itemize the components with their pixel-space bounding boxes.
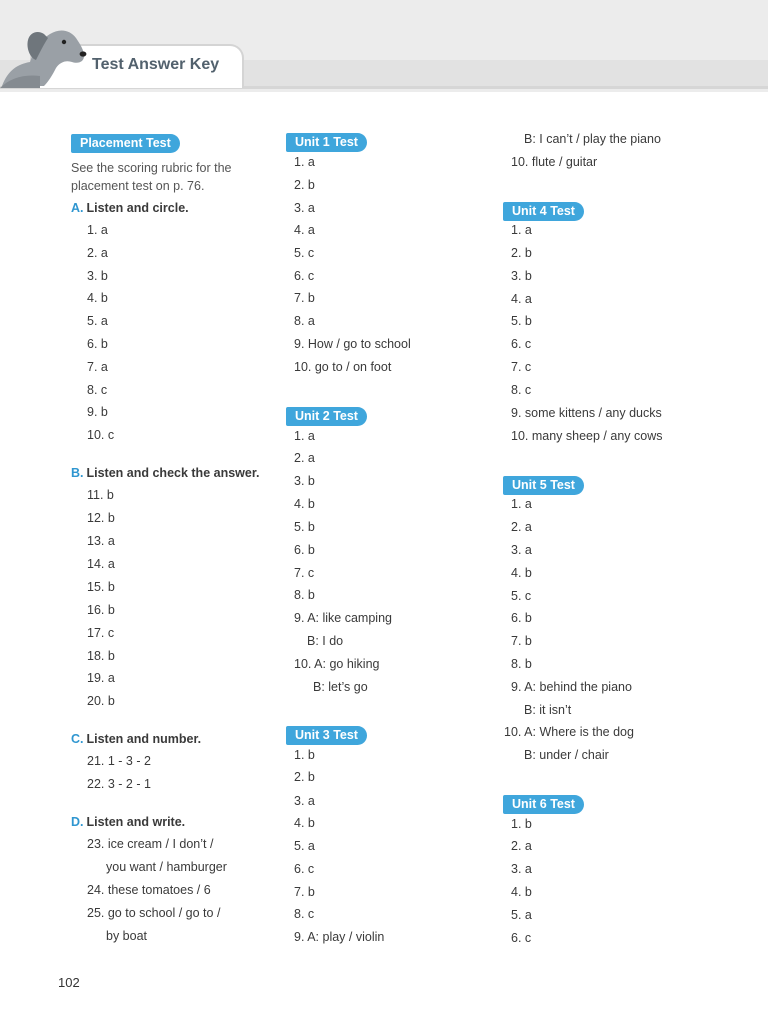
answer-item: 9. b bbox=[87, 405, 108, 419]
answer-item: 9. A: like camping bbox=[294, 611, 392, 625]
section-label-unit-6: Unit 6 Test bbox=[503, 795, 584, 814]
answer-item: 6. c bbox=[511, 931, 532, 945]
section-label-unit-4: Unit 4 Test bbox=[503, 202, 584, 221]
section-label-unit-5: Unit 5 Test bbox=[503, 476, 584, 495]
answer-item: 6. c bbox=[294, 269, 315, 283]
answer-item: 1. a bbox=[511, 223, 532, 237]
answer-item: 7. c bbox=[294, 566, 315, 580]
answer-item: 5. a bbox=[511, 908, 532, 922]
answer-item: 7. a bbox=[87, 360, 108, 374]
subsection-title: Listen and circle. bbox=[86, 201, 189, 215]
answer-item: 4. b bbox=[511, 566, 532, 580]
answer-item: 2. a bbox=[294, 451, 315, 465]
answer-item: 15. b bbox=[87, 580, 115, 594]
answer-item: 4. b bbox=[511, 885, 532, 899]
answer-item: 2. a bbox=[511, 839, 532, 853]
answer-item: 12. b bbox=[87, 511, 115, 525]
answer-item: 13. a bbox=[87, 534, 115, 548]
answer-item: 4. a bbox=[511, 292, 532, 306]
answer-item: 3. b bbox=[87, 269, 108, 283]
answer-item: 2. b bbox=[294, 178, 315, 192]
answer-item: 18. b bbox=[87, 649, 115, 663]
answer-item: 1. a bbox=[511, 497, 532, 511]
answer-item: 4. b bbox=[87, 291, 108, 305]
subsection-letter: C. bbox=[71, 732, 84, 746]
answer-item: 5. b bbox=[294, 520, 315, 534]
answer-item: 4. b bbox=[294, 816, 315, 830]
answer-item: 10. go to / on foot bbox=[294, 360, 392, 374]
answer-item: 9. A: play / violin bbox=[294, 930, 385, 944]
answer-item: 5. c bbox=[294, 246, 315, 260]
answer-item: 4. b bbox=[294, 497, 315, 511]
answer-item: 9. How / go to school bbox=[294, 337, 411, 351]
answer-item-continuation: B: I can’t / play the piano bbox=[524, 132, 661, 146]
answer-item: 2. b bbox=[511, 246, 532, 260]
answer-item: 21. 1 - 3 - 2 bbox=[87, 754, 151, 768]
subsection-letter: A. bbox=[71, 201, 84, 215]
answer-item: 16. b bbox=[87, 603, 115, 617]
answer-item: 1. b bbox=[511, 817, 532, 831]
answer-item: 3. a bbox=[511, 543, 532, 557]
answer-item: 5. b bbox=[511, 314, 532, 328]
answer-item: 7. b bbox=[511, 634, 532, 648]
answer-item: 6. b bbox=[87, 337, 108, 351]
subsection-heading-b bbox=[71, 466, 259, 481]
answer-item: 3. a bbox=[294, 794, 315, 808]
answer-item: 14. a bbox=[87, 557, 115, 571]
answer-item: 8. b bbox=[294, 588, 315, 602]
answer-item: 5. a bbox=[294, 839, 315, 853]
answer-item: 7. c bbox=[511, 360, 532, 374]
page-title: Test Answer Key bbox=[92, 56, 220, 73]
section-label-unit-2: Unit 2 Test bbox=[286, 407, 367, 426]
answer-item: 8. a bbox=[294, 314, 315, 328]
section-label-unit-1: Unit 1 Test bbox=[286, 133, 367, 152]
answer-item: 9. A: behind the piano bbox=[511, 680, 632, 694]
answer-item: 7. b bbox=[294, 885, 315, 899]
answer-item: 6. c bbox=[294, 862, 315, 876]
answer-item-continuation: B: I do bbox=[307, 634, 344, 648]
answer-item: 8. b bbox=[511, 657, 532, 671]
placement-note-line-2: placement test on p. 76. bbox=[71, 179, 205, 193]
answer-item: 10. flute / guitar bbox=[511, 155, 598, 169]
answer-item: 10. A: Where is the dog bbox=[504, 725, 634, 739]
answer-item: 1. a bbox=[294, 155, 315, 169]
answer-item: 25. go to school / go to / bbox=[87, 906, 221, 920]
answer-item: 6. c bbox=[511, 337, 532, 351]
answer-item: 19. a bbox=[87, 671, 115, 685]
answer-item-continuation: by boat bbox=[106, 929, 148, 943]
answer-item: 1. a bbox=[87, 223, 108, 237]
subsection-letter: D. bbox=[71, 815, 84, 829]
answer-item-continuation: you want / hamburger bbox=[106, 860, 227, 874]
dog-mascot-icon bbox=[0, 20, 92, 88]
answer-item: 2. b bbox=[294, 770, 315, 784]
page-number: 102 bbox=[58, 975, 80, 990]
answer-item: 8. c bbox=[294, 907, 315, 921]
subsection-heading-a bbox=[71, 201, 189, 216]
subsection-letter: B. bbox=[71, 466, 84, 480]
answer-item: 7. b bbox=[294, 291, 315, 305]
answer-item: 10. c bbox=[87, 428, 115, 442]
answer-item: 17. c bbox=[87, 626, 115, 640]
answer-item: 23. ice cream / I don’t / bbox=[87, 837, 214, 851]
answer-item: 3. a bbox=[511, 862, 532, 876]
answer-item: 10. many sheep / any cows bbox=[511, 429, 663, 443]
subsection-title: Listen and number. bbox=[86, 732, 202, 746]
answer-item-continuation: B: under / chair bbox=[524, 748, 609, 762]
answer-item: 1. b bbox=[294, 748, 315, 762]
answer-item: 1. a bbox=[294, 429, 315, 443]
answer-item-continuation: B: let’s go bbox=[313, 680, 368, 694]
answer-item: 3. a bbox=[294, 201, 315, 215]
answer-item: 24. these tomatoes / 6 bbox=[87, 883, 211, 897]
answer-item: 3. b bbox=[294, 474, 315, 488]
subsection-title: Listen and check the answer. bbox=[86, 466, 260, 480]
answer-item: 20. b bbox=[87, 694, 115, 708]
subsection-heading-c bbox=[71, 732, 201, 747]
answer-item-continuation: B: it isn’t bbox=[524, 703, 572, 717]
answer-item: 5. c bbox=[511, 589, 532, 603]
subsection-title: Listen and write. bbox=[86, 815, 186, 829]
answer-item: 8. c bbox=[511, 383, 532, 397]
answer-item: 3. b bbox=[511, 269, 532, 283]
answer-item: 2. a bbox=[87, 246, 108, 260]
answer-item: 8. c bbox=[87, 383, 108, 397]
answer-item: 11. b bbox=[87, 488, 114, 502]
answer-item: 6. b bbox=[294, 543, 315, 557]
answer-item: 5. a bbox=[87, 314, 108, 328]
answer-item: 9. some kittens / any ducks bbox=[511, 406, 662, 420]
section-label-unit-3: Unit 3 Test bbox=[286, 726, 367, 745]
answer-item: 6. b bbox=[511, 611, 532, 625]
answer-item: 4. a bbox=[294, 223, 315, 237]
answer-item: 22. 3 - 2 - 1 bbox=[87, 777, 151, 791]
subsection-heading-d bbox=[71, 815, 185, 830]
answer-item: 10. A: go hiking bbox=[294, 657, 380, 671]
section-label-placement-test: Placement Test bbox=[71, 134, 180, 153]
answer-item: 2. a bbox=[511, 520, 532, 534]
placement-note-line-1: See the scoring rubric for the bbox=[71, 161, 232, 175]
